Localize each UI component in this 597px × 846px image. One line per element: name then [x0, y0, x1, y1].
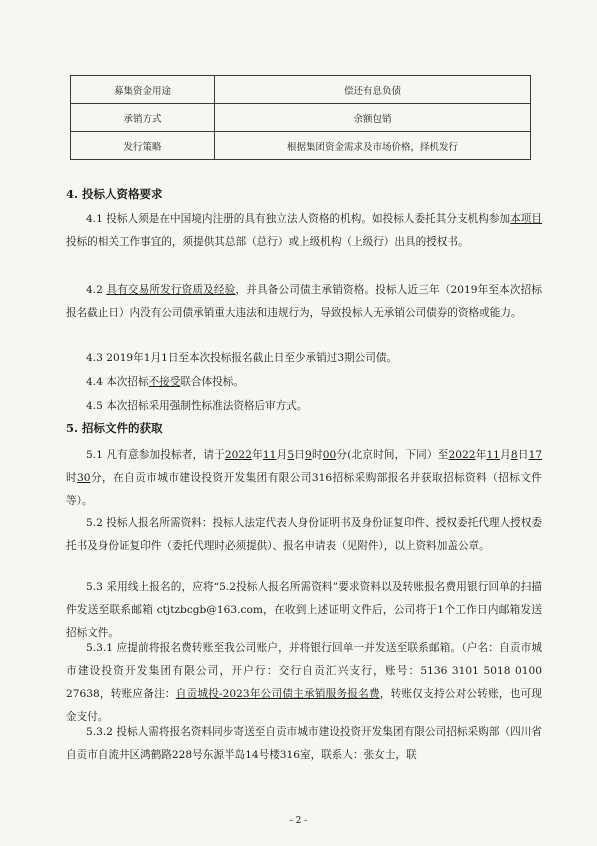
paragraph-5-3-1 — [66, 637, 542, 729]
table-key: 募集资金用途 — [71, 76, 215, 104]
paragraph-4-3: 4.3 2019年1月1日至本次投标报名截止日至少承销过3期公司债。 — [86, 352, 398, 364]
text: 投标的相关工作事宜的，须提供其总部（总行）或上级机构（上级行）出具的授权书。 — [66, 236, 469, 248]
text: 5.3.1 应提前将报名费转账至我公司账户，并将银行回单一并发送至联系邮箱。（户名：自贡市城市建设投资开发集团有限公司，开户行：交行自贡汇兴支行，账号：5136 3101 5018 0100 27638，转账应备注： — [66, 642, 542, 700]
text: ，在自贡市城市建设投资开发集团有限公司316招标采购部报名并获取招标资料（招标文件等）。 — [66, 472, 543, 507]
date-year: 2022 — [224, 449, 252, 461]
table-key: 发行策略 — [71, 132, 215, 160]
date-minute: 00 — [322, 449, 337, 461]
section-5-heading: 5. 招标文件的获取 — [66, 421, 163, 435]
text: 联合体投标。 — [180, 376, 244, 388]
table-value: 余额包销 — [215, 104, 531, 132]
page-number: - 2 - — [289, 816, 308, 826]
paragraph-4-5: 4.5 本次招标采用强制性标准法资格后审方式。 — [86, 400, 308, 412]
date-day: 5 — [287, 449, 295, 461]
date-year: 2022 — [448, 449, 476, 461]
date-hour: 17 — [528, 449, 543, 461]
text: ，并具备公司债主承销资格。投标人近三年（2019年至本次招标报名截止日）内没有公司债承销重大违法和违规行为，导致投标人无承销公司债券的资格或能力。 — [66, 284, 542, 319]
table-row — [71, 132, 531, 160]
underlined-text: 本项目 — [510, 213, 543, 225]
date-month: 11 — [262, 449, 277, 461]
table-row — [71, 76, 531, 104]
bond-info-table — [70, 75, 531, 160]
paragraph-5-2: 5.2 投标人报名所需资料：投标人法定代表人身份证明书及身份证复印件、授权委托代理人授权委托书及身份证复印件（委托代理时必须提供）、报名申请表（见附件），以上资料加盖公章。 — [66, 517, 542, 552]
paragraph-5-1: 5.1 凡有意参加投标者，请于2022年11月5日9时00分(北京时间，下同）至2022年11月8日17时30分，在自贡市城市建设投资开发集团有限公司316招标采购部报名并获取招标资料（招标文件等）。 — [66, 449, 543, 507]
text: 4.4 本次招标 — [86, 376, 149, 388]
underlined-text: 不接受 — [148, 376, 181, 388]
text: 4.1 投标人须是在中国境内注册的具有独立法人资格的机构。如投标人委托其分支机构参加 — [86, 213, 511, 225]
paragraph-4-1 — [66, 208, 542, 254]
paragraph-4-2 — [66, 279, 542, 325]
date-minute: 30 — [77, 472, 91, 484]
date-hour: 9 — [305, 449, 312, 461]
underlined-text: 自贡城投-2023年公司债主承销服务报名费 — [175, 688, 380, 700]
underlined-text: 具有交易所发行资质及经验 — [106, 284, 236, 296]
text: 5.1 凡有意参加投标者，请于 — [86, 449, 225, 461]
table-key: 承销方式 — [71, 104, 215, 132]
table-row — [71, 104, 531, 132]
paragraph-4-4 — [66, 371, 542, 394]
table-value: 偿还有息负债 — [215, 76, 531, 104]
section-4-heading: 4. 投标人资格要求 — [66, 187, 163, 201]
paragraph-5-3-2: 5.3.2 投标人需将报名资料同步寄送至自贡市城市建设投资开发集团有限公司招标采购部（四川省自贡市自流井区鸿鹤路228号东源半岛14号楼316室，联系人：张女士，联 — [66, 726, 542, 761]
paragraph-5-3: 5.3 采用线上报名的，应将“5.2投标人报名所需资料”要求资料以及转账报名费用银行回单的扫描件发送至联系邮箱 ctjtzbcgb@163.com，在收到上述证明文件后，公司将于1个工作日内邮箱发送招标文件。 — [66, 581, 542, 639]
table-value: 根据集团资金需求及市场价格，择机发行 — [215, 132, 531, 160]
date-day: 8 — [510, 449, 518, 461]
date-month: 11 — [486, 449, 500, 461]
text: (北京时间，下同）至 — [347, 449, 449, 461]
text: ，转账仅支持公对公转账，也可现金支付。 — [66, 688, 543, 723]
text: 4.2 — [86, 284, 107, 296]
